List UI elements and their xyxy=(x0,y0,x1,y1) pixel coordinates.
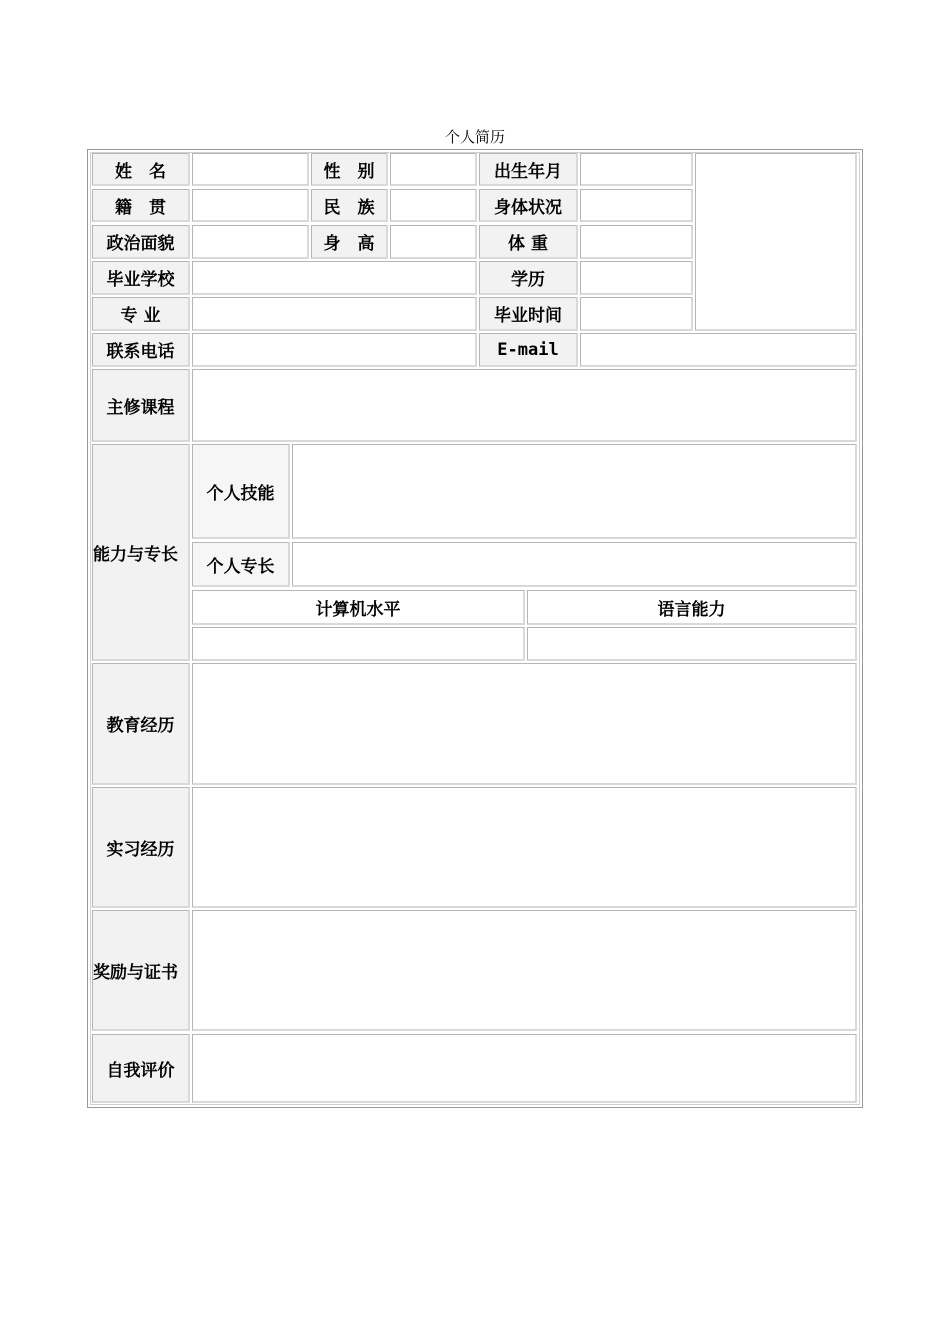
label-internship: 实习经历 xyxy=(92,787,190,908)
field-phone[interactable] xyxy=(192,333,477,367)
field-grad-time[interactable] xyxy=(580,297,693,331)
label-health: 身体状况 xyxy=(479,189,578,222)
label-school: 毕业学校 xyxy=(92,261,190,295)
label-height: 身 高 xyxy=(311,225,388,259)
label-birth: 出生年月 xyxy=(479,153,578,186)
field-skills[interactable] xyxy=(292,444,857,539)
label-political-status: 政治面貌 xyxy=(92,225,190,259)
field-name[interactable] xyxy=(192,153,309,186)
label-courses: 主修课程 xyxy=(92,369,190,442)
label-abilities: 能力与专长 xyxy=(92,444,190,661)
field-gender[interactable] xyxy=(390,153,477,186)
photo-box[interactable] xyxy=(695,153,857,331)
field-computer-level[interactable] xyxy=(192,627,525,661)
field-email[interactable] xyxy=(580,333,857,367)
field-courses[interactable] xyxy=(192,369,857,442)
field-native-place[interactable] xyxy=(192,189,309,222)
field-awards[interactable] xyxy=(192,910,857,1031)
field-political-status[interactable] xyxy=(192,225,309,259)
field-school[interactable] xyxy=(192,261,477,295)
label-awards: 奖励与证书 xyxy=(92,910,190,1031)
label-email: E-mail xyxy=(479,333,578,367)
header-computer-level: 计算机水平 xyxy=(192,590,525,625)
label-weight: 体 重 xyxy=(479,225,578,259)
label-education: 学历 xyxy=(479,261,578,295)
label-native-place: 籍 贯 xyxy=(92,189,190,222)
field-education-history[interactable] xyxy=(192,663,857,785)
label-gender: 性 别 xyxy=(311,153,388,186)
field-internship[interactable] xyxy=(192,787,857,908)
field-birth[interactable] xyxy=(580,153,693,186)
field-ethnicity[interactable] xyxy=(390,189,477,222)
label-major: 专 业 xyxy=(92,297,190,331)
label-ethnicity: 民 族 xyxy=(311,189,388,222)
field-health[interactable] xyxy=(580,189,693,222)
field-specialty[interactable] xyxy=(292,542,857,587)
header-language-ability: 语言能力 xyxy=(527,590,857,625)
field-self-evaluation[interactable] xyxy=(192,1034,857,1103)
label-name: 姓 名 xyxy=(92,153,190,186)
field-height[interactable] xyxy=(390,225,477,259)
document-title: 个人简历 xyxy=(444,128,505,146)
label-education-history: 教育经历 xyxy=(92,663,190,785)
field-education[interactable] xyxy=(580,261,693,295)
label-self-evaluation: 自我评价 xyxy=(92,1034,190,1103)
label-phone: 联系电话 xyxy=(92,333,190,367)
label-skills: 个人技能 xyxy=(192,444,290,539)
field-major[interactable] xyxy=(192,297,477,331)
label-grad-time: 毕业时间 xyxy=(479,297,578,331)
field-weight[interactable] xyxy=(580,225,693,259)
field-language-ability[interactable] xyxy=(527,627,857,661)
label-specialty: 个人专长 xyxy=(192,542,290,587)
